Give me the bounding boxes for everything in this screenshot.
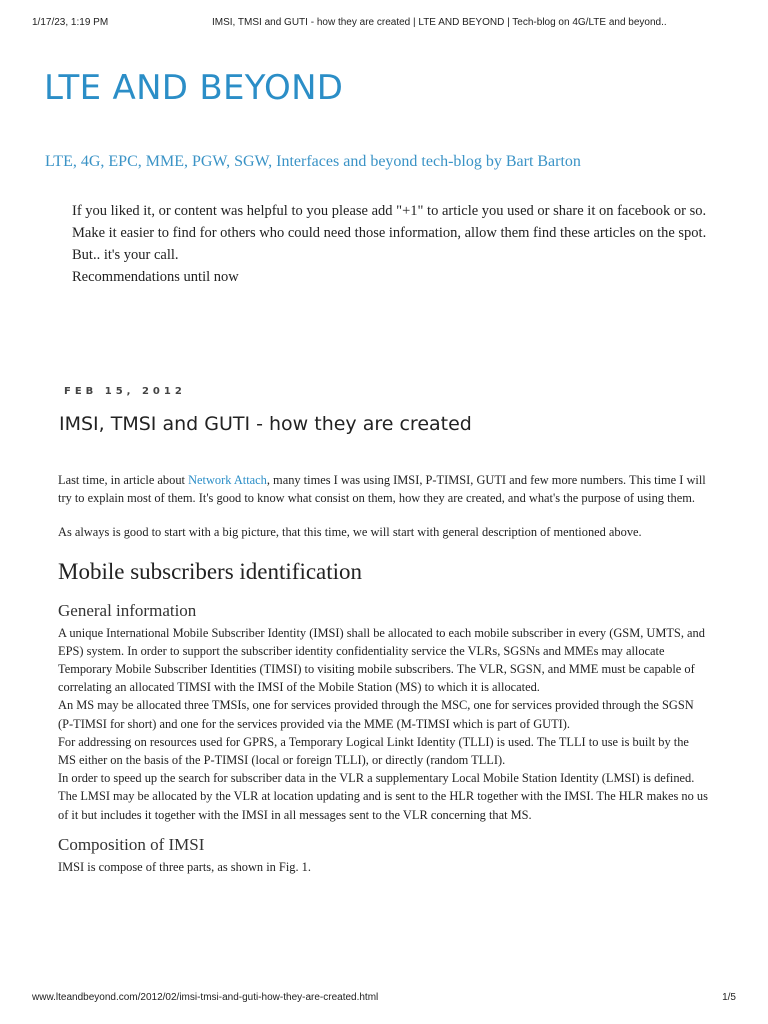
post-body xyxy=(58,471,708,876)
general-info-paragraph-2: An MS may be allocated three TMSIs, one for services provided through the MSC, one for services provided through the SGSN (P-TIMSI for short) and one for the services provided via the MME (M-TIMSI which is part of GUTI). xyxy=(58,698,694,731)
post-paragraph-1 xyxy=(58,471,708,507)
post-date: FEB 15, 2012 xyxy=(64,386,186,397)
para1-text-after: , many times I was using IMSI, P-TIMSI, GUTI and few more numbers. This time I will try to explain most of them. It's good to know what consist on them, how they are created, and what's the purpose of using them. xyxy=(58,473,706,506)
print-header xyxy=(32,17,736,31)
composition-paragraph-1: IMSI is compose of three parts, as shown in Fig. 1. xyxy=(58,859,311,874)
blog-title-link[interactable]: LTE AND BEYOND xyxy=(44,68,344,108)
general-info-paragraph-4: In order to speed up the search for subscriber data in the VLR a supplementary Local Mobile Station Identity (LMSI) is defined. The LMSI may be allocated by the VLR at location updating and is sent to the HLR together with the IMSI. The HLR makes no us of it but includes it together with the IMSI in all messages sent to the VLR concerning that MS. xyxy=(58,771,708,822)
print-url: www.lteandbeyond.com/2012/02/imsi-tmsi-and-guti-how-they-are-created.html xyxy=(32,992,379,1003)
print-page-number: 1/5 xyxy=(722,992,736,1003)
section-heading: Mobile subscribers identification xyxy=(58,558,363,584)
general-info-paragraph-1: A unique International Mobile Subscriber Identity (IMSI) shall be allocated to each mobile subscriber in every (GSM, UMTS, and EPS) system. In order to support the subscriber identity confidentiality service the VLRs, SGSNs and MMEs may allocate Temporary Mobile Subscriber Identities (TIMSI) to visiting mobile subscribers. The VLR, SGSN, and MME must be capable of correlating an allocated TIMSI with the IMSI of the Mobile Station (MS) to which it is allocated. xyxy=(58,625,705,695)
intro-line-1: If you liked it, or content was helpful to you please add "+1" to article you used or share it on facebook or so. xyxy=(72,203,707,219)
print-footer xyxy=(32,992,736,1006)
blog-description: LTE, 4G, EPC, MME, PGW, SGW, Interfaces and beyond tech-blog by Bart Barton xyxy=(45,153,581,170)
intro-note xyxy=(72,200,712,288)
intro-line-2: Make it easier to find for others who could need those information, allow them find these articles on the spot. But.. it's your call. xyxy=(72,225,707,263)
network-attach-link[interactable]: Network Attach xyxy=(188,473,267,487)
post-title: IMSI, TMSI and GUTI - how they are created xyxy=(59,413,472,435)
print-datetime: 1/17/23, 1:19 PM xyxy=(32,17,109,28)
subheading-general-information: General information xyxy=(58,600,197,620)
post-paragraph-2: As always is good to start with a big picture, that this time, we will start with general description of mentioned above. xyxy=(58,525,642,540)
para1-text-before: Last time, in article about xyxy=(58,473,189,487)
general-info-paragraph-3: For addressing on resources used for GPRS, a Temporary Logical Linkt Identity (TLLI) is used. The TLLI to use is built by the MS either on the basis of the P-TIMSI (local or foreign TLLI), or directly (random TLLI). xyxy=(58,734,689,768)
print-page-title: IMSI, TMSI and GUTI - how they are created | LTE AND BEYOND | Tech-blog on 4G/LTE and beyond.. xyxy=(212,17,667,28)
intro-line-3: Recommendations until now xyxy=(72,269,239,285)
subheading-composition-of-imsi: Composition of IMSI xyxy=(58,834,205,854)
